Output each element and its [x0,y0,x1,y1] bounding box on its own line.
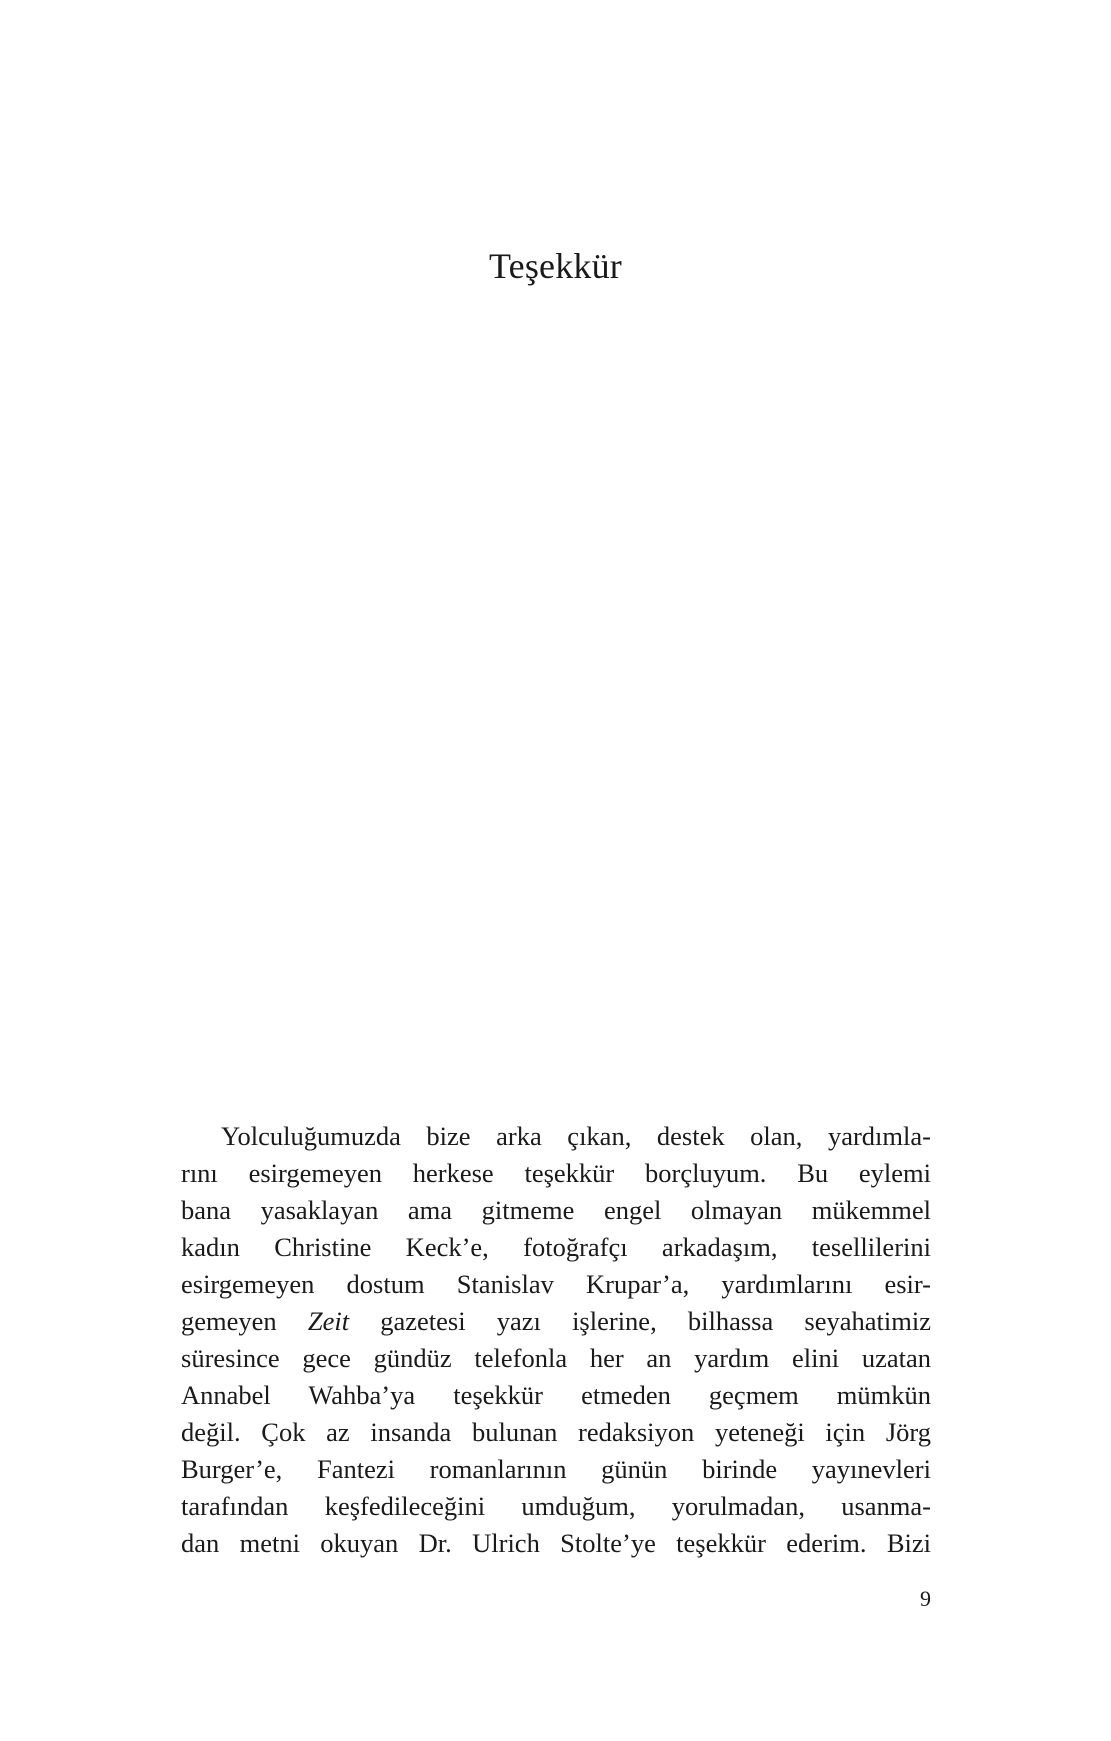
paragraph-line [181,1303,931,1340]
paragraph-line: rını esirgemeyen herkese teşekkür borçluyum. Bu eylemi [181,1158,931,1188]
paragraph-line: değil. Çok az insanda bulunan redaksiyon yeteneği için Jörg [181,1417,931,1447]
paragraph-line: kadın Christine Keck’e, fotoğrafçı arkadaşım, tesellilerini [181,1232,931,1262]
newspaper-name: Zeit [307,1306,350,1336]
page-number: 9 [920,1586,931,1611]
line-segment: gazetesi yazı işlerine, bilhassa seyahatimiz [349,1306,931,1336]
paragraph-line: tarafından keşfedileceğini umduğum, yorulmadan, usanma- [181,1491,931,1521]
line-segment: gemeyen [181,1306,308,1336]
paragraph-line: Burger’e, Fantezi romanlarının günün birinde yayınevleri [181,1454,931,1484]
paragraph-line: Annabel Wahba’ya teşekkür etmeden geçmem mümkün [181,1380,931,1410]
paragraph-line: dan metni okuyan Dr. Ulrich Stolte’ye teşekkür ederim. Bizi [181,1528,931,1558]
paragraph-line: esirgemeyen dostum Stanislav Krupar’a, yardımlarını esir- [181,1269,931,1299]
page-title: Teşekkür [488,246,623,286]
paragraph-line: süresince gece gündüz telefonla her an yardım elini uzatan [181,1343,931,1373]
paragraph-line: bana yasaklayan ama gitmeme engel olmayan mükemmel [181,1195,931,1225]
paragraph-line: Yolculuğumuzda bize arka çıkan, destek olan, yardımla- [221,1121,931,1151]
acknowledgement-paragraph [181,1118,931,1562]
